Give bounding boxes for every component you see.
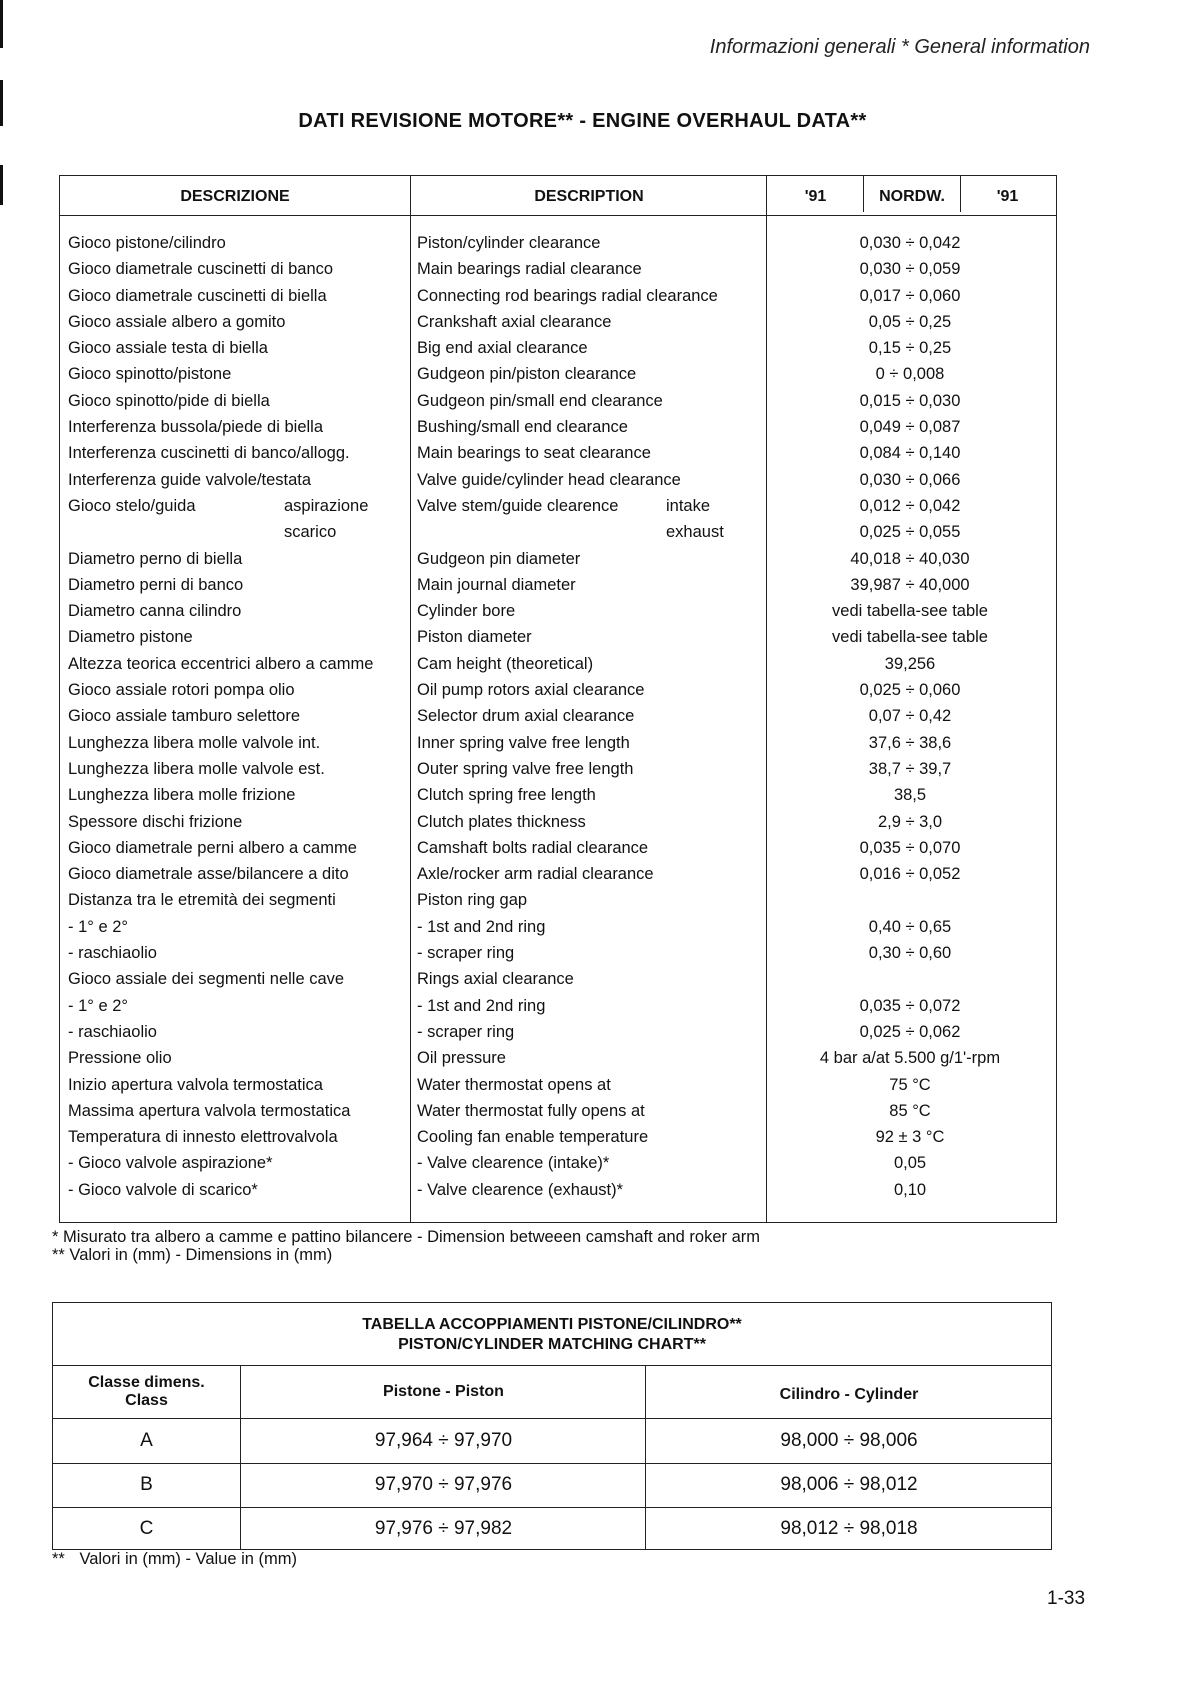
value-cell: vedi tabella-see table [832,602,988,621]
descrizione-cell: - 1° e 2° [68,917,128,936]
description-cell: - scraper ring [417,944,515,963]
table-row [60,809,1056,835]
descrizione-cell: Diametro canna cilindro [68,602,242,621]
chart-row [53,1463,1051,1508]
value-cell: 0,035 ÷ 0,072 [859,996,961,1015]
description-cell: - Valve clearence (intake)* [417,1154,610,1173]
description-cell: Valve guide/cylinder head clearance [417,470,681,489]
value-cell: 39,987 ÷ 40,000 [850,575,970,594]
table-body [60,230,1056,1203]
description-cell: Inner spring valve free length [417,733,630,752]
descrizione-cell: Gioco spinotto/pistone [68,365,232,384]
value-cell: 39,256 [884,654,936,673]
cylinder-cell: 98,006 ÷ 98,012 [780,1474,918,1495]
value-cell: 0,017 ÷ 0,060 [859,286,961,305]
description-cell: Clutch plates thickness [417,812,586,831]
descrizione-cell: Diametro perno di biella [68,549,243,568]
description-cell: Piston/cylinder clearance [417,234,601,252]
value-cell: 0,012 ÷ 0,042 [859,496,961,515]
value-cell: 40,018 ÷ 40,030 [850,549,970,568]
value-cell: 0,025 ÷ 0,060 [859,681,961,700]
header-descrizione: DESCRIZIONE [180,188,290,205]
value-cell: 0,05 ÷ 0,25 [868,312,952,331]
descrizione-cell: Gioco assiale dei segmenti nelle cave [68,970,345,989]
value-cell: 0,025 ÷ 0,055 [859,523,961,542]
class-cell: C [139,1518,154,1539]
header-class-en: Class [125,1392,168,1409]
description-cell: Cooling fan enable temperature [417,1128,649,1147]
header-description: DESCRIPTION [534,188,644,205]
description-cell: Gudgeon pin/small end clearance [417,391,663,410]
value-cell: 0,07 ÷ 0,42 [868,707,952,726]
table-row [60,1098,1056,1124]
descrizione-cell: Gioco diametrale asse/bilancere a dito [68,865,349,884]
value-cell: 0,016 ÷ 0,052 [859,865,961,884]
value-cell: 75 °C [889,1075,931,1094]
table-row [60,677,1056,703]
table-row [60,467,1056,493]
header-year-right: '91 [996,188,1019,205]
value-cell: 0 ÷ 0,008 [875,365,945,384]
table-row [60,782,1056,808]
value-cell: 0,025 ÷ 0,062 [859,1022,961,1041]
table-row [60,914,1056,940]
footnote-dimensions: ** Valori in (mm) - Dimensions in (mm) [52,1246,333,1264]
value-cell: 0,035 ÷ 0,070 [859,838,961,857]
descrizione-cell: Lunghezza libera molle frizione [68,786,296,805]
descrizione-cell: Gioco assiale testa di biella [68,339,268,358]
descrizione-cell: - 1° e 2° [68,996,128,1015]
table-row [60,283,1056,309]
chart-footnote [52,1550,297,1569]
value-cell: 85 °C [889,1101,931,1120]
table-row [60,493,1056,519]
table-row [60,256,1056,282]
descrizione-cell: Gioco spinotto/pide di biella [68,391,270,410]
section-header: Informazioni generali * General information [709,36,1090,58]
table-row [60,835,1056,861]
cylinder-cell: 98,012 ÷ 98,018 [780,1518,918,1539]
table-header [60,176,1056,216]
descrizione-cell: - Gioco valvole aspirazione* [68,1154,273,1173]
description-cell: Axle/rocker arm radial clearance [417,865,654,884]
description-cell: Oil pump rotors axial clearance [417,681,645,700]
description-cell: Cam height (theoretical) [417,654,594,673]
descrizione-cell: Gioco diametrale perni albero a camme [68,838,357,857]
table-row [60,388,1056,414]
descrizione-cell: Gioco diametrale cuscinetti di biella [68,286,327,305]
value-cell: 0,030 ÷ 0,066 [859,470,961,489]
class-cell: B [140,1474,153,1495]
piston-cell: 97,970 ÷ 97,976 [374,1474,513,1495]
table-row [60,1019,1056,1045]
descrizione-cell: Gioco pistone/cilindro [68,234,226,252]
value-cell: 38,7 ÷ 39,7 [868,759,952,778]
chart-footnote-text: Valori in (mm) - Value in (mm) [79,1550,298,1568]
table-row [60,861,1056,887]
descrizione-cell: Diametro perni di banco [68,575,244,594]
description-cell: Connecting rod bearings radial clearance [417,286,718,305]
description-cell: Piston diameter [417,628,532,647]
footnote-camshaft: * Misurato tra albero a camme e pattino bilancere - Dimension betweeen camshaft and roker arm [52,1228,761,1246]
table-row [60,414,1056,440]
descrizione-cell: - raschiaolio [68,1022,157,1041]
descrizione-cell: Distanza tra le etremità dei segmenti [68,891,336,910]
description-cell: Main bearings radial clearance [417,260,642,279]
table-row [60,361,1056,387]
description-cell: Big end axial clearance [417,339,588,358]
header-class-it: Classe dimens. [88,1374,205,1391]
descrizione-cell: Gioco diametrale cuscinetti di banco [68,260,334,279]
table-row [60,1150,1056,1176]
descrizione-cell: Gioco assiale albero a gomito [68,312,286,331]
description-cell: Gudgeon pin diameter [417,549,581,568]
table-row [60,940,1056,966]
descrizione-cell: - Gioco valvole di scarico* [68,1180,258,1199]
descrizione-cell: Gioco assiale rotori pompa olio [68,681,295,700]
class-cell: A [140,1430,153,1451]
value-cell: 0,10 [893,1180,927,1199]
piston-cell: 97,964 ÷ 97,970 [374,1430,513,1451]
description-cell: Rings axial clearance [417,970,574,989]
chart-footnote-mark: ** [52,1550,65,1568]
description-cell: - scraper ring [417,1022,515,1041]
descrizione-cell: Inizio apertura valvola termostatica [68,1075,323,1094]
description-cell: Main bearings to seat clearance [417,444,651,463]
description-cell: Water thermostat opens at [417,1075,611,1094]
table-row [60,624,1056,650]
header-piston: Pistone - Piston [383,1383,504,1400]
chart-title-en: PISTON/CYLINDER MATCHING CHART** [398,1336,706,1353]
table-row [60,519,1056,545]
table-row [60,730,1056,756]
table-row [60,993,1056,1019]
description-cell: - Valve clearence (exhaust)* [417,1180,624,1199]
description-cell: Bushing/small end clearance [417,418,628,437]
descrizione-cell: Lunghezza libera molle valvole est. [68,759,325,778]
description-cell: Main journal diameter [417,575,576,594]
table-row [60,1072,1056,1098]
chart-title-it: TABELLA ACCOPPIAMENTI PISTONE/CILINDRO** [362,1316,742,1333]
description-cell: Valve stem/guide clearence [417,496,619,515]
descrizione-cell: Gioco stelo/guida [68,496,196,515]
table-row [60,309,1056,335]
value-cell: 0,40 ÷ 0,65 [868,917,952,936]
descrizione-sub-cell: aspirazione [284,496,369,515]
value-cell: 0,015 ÷ 0,030 [859,391,961,410]
piston-cylinder-matching-chart [52,1302,1052,1550]
description-cell: Outer spring valve free length [417,759,634,778]
description-cell: Clutch spring free length [417,786,596,805]
scan-mark [0,165,3,205]
value-cell: 38,5 [893,786,927,805]
table-row [60,1045,1056,1071]
descrizione-cell: Temperatura di innesto elettrovalvola [68,1128,338,1147]
table-row [60,546,1056,572]
value-cell: 0,084 ÷ 0,140 [859,444,961,463]
description-sub-cell: exhaust [666,523,724,542]
descrizione-cell: Interferenza bussola/piede di biella [68,418,324,437]
chart-title [53,1303,1051,1366]
value-cell: 37,6 ÷ 38,6 [868,733,952,752]
chart-row [53,1419,1051,1464]
table-row [60,651,1056,677]
table-row [60,756,1056,782]
description-cell: Water thermostat fully opens at [417,1101,645,1120]
table-row [60,440,1056,466]
descrizione-cell: - raschiaolio [68,944,157,963]
engine-overhaul-table [59,175,1057,1223]
value-cell: 4 bar a/at 5.500 g/1'-rpm [819,1049,1001,1068]
descrizione-cell: Altezza teorica eccentrici albero a camme [68,654,374,673]
value-cell: 0,15 ÷ 0,25 [868,339,952,358]
descrizione-cell: Interferenza cuscinetti di banco/allogg. [68,444,350,463]
header-class [53,1366,240,1418]
chart-row [53,1507,1051,1551]
table-row [60,335,1056,361]
description-cell: Camshaft bolts radial clearance [417,838,649,857]
piston-cell: 97,976 ÷ 97,982 [374,1518,513,1539]
table-row [60,703,1056,729]
description-sub-cell: intake [666,496,711,515]
page-number: 1-33 [1047,1588,1086,1609]
description-cell: Selector drum axial clearance [417,707,635,726]
value-cell: 0,030 ÷ 0,042 [859,234,961,252]
descrizione-cell: Interferenza guide valvole/testata [68,470,312,489]
table-row [60,598,1056,624]
description-cell: - 1st and 2nd ring [417,996,546,1015]
value-cell: 0,30 ÷ 0,60 [868,944,952,963]
value-cell: 92 ± 3 °C [875,1128,945,1147]
description-cell: Crankshaft axial clearance [417,312,612,331]
header-model: NORDW. [863,176,961,212]
table-row [60,230,1056,256]
table-row [60,572,1056,598]
descrizione-cell: Massima apertura valvola termostatica [68,1101,351,1120]
table-row [60,1177,1056,1203]
value-cell: 0,05 [893,1154,927,1173]
description-cell: Cylinder bore [417,602,516,621]
description-cell: Gudgeon pin/piston clearance [417,365,637,384]
value-cell: 2,9 ÷ 3,0 [877,812,943,831]
description-cell: Oil pressure [417,1049,506,1068]
table-row [60,1124,1056,1150]
description-cell: Piston ring gap [417,891,528,910]
description-cell: - 1st and 2nd ring [417,917,546,936]
descrizione-cell: Pressione olio [68,1049,172,1068]
descrizione-cell: Diametro pistone [68,628,193,647]
descrizione-cell: Gioco assiale tamburo selettore [68,707,301,726]
scan-mark [0,0,3,48]
chart-header-row [53,1366,1051,1419]
header-year-left: '91 [804,188,827,205]
cylinder-cell: 98,000 ÷ 98,006 [780,1430,918,1451]
descrizione-sub-cell: scarico [284,523,337,542]
table-row [60,966,1056,992]
page-title: DATI REVISIONE MOTORE** - ENGINE OVERHAUL DATA** [298,110,867,132]
value-cell: vedi tabella-see table [832,628,988,647]
header-cylinder: Cilindro - Cylinder [779,1386,919,1403]
descrizione-cell: Lunghezza libera molle valvole int. [68,733,321,752]
table-row [60,887,1056,913]
descrizione-cell: Spessore dischi frizione [68,812,243,831]
value-cell: 0,030 ÷ 0,059 [859,260,961,279]
value-cell: 0,049 ÷ 0,087 [859,418,961,437]
